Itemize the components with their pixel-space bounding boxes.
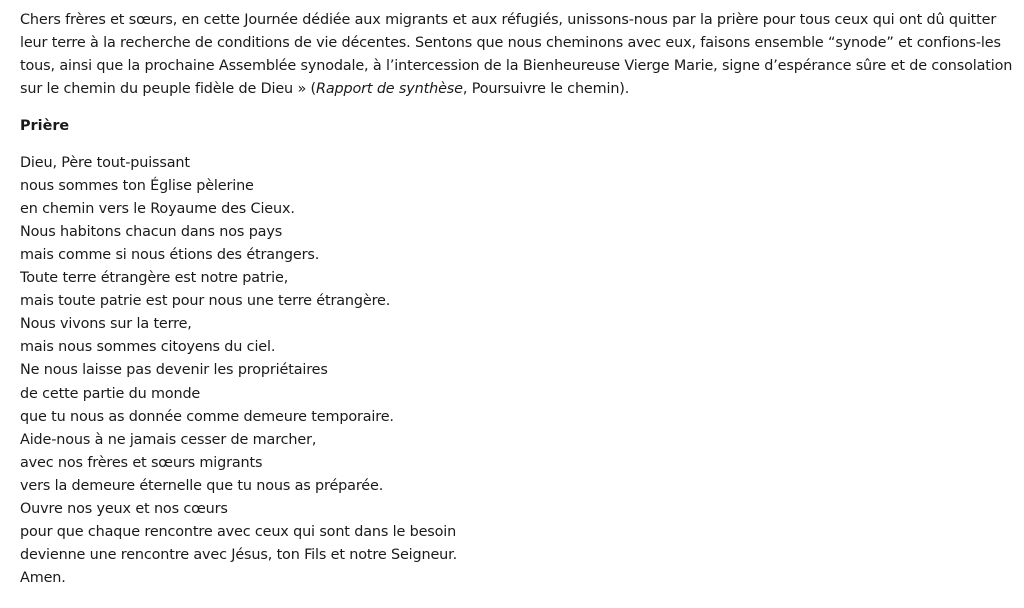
prayer-line: de cette partie du monde [20,385,201,402]
prayer-line: Ouvre nos yeux et nos cœurs [20,501,228,518]
prayer-line: Amen. [20,570,66,587]
prayer-line: avec nos frères et sœurs migrants [20,454,263,471]
prayer-line: pour que chaque rencontre avec ceux qui sont dans le besoin [20,524,457,541]
prayer-line: mais toute patrie est pour nous une terre étrangère. [20,293,391,310]
prayer-line: nous sommes ton Église pèlerine [20,177,254,194]
intro-italic-title: Rapport de synthèse [316,80,463,97]
prayer-line: que tu nous as donnée comme demeure temporaire. [20,408,394,425]
prayer-text [20,152,1016,591]
article-content [20,9,1016,590]
prayer-line: Nous vivons sur la terre, [20,316,192,333]
intro-paragraph [20,9,1016,101]
prayer-line: devienne une rencontre avec Jésus, ton Fils et notre Seigneur. [20,547,458,564]
intro-text: Chers frères et sœurs, en cette Journée dédiée aux migrants et aux réfugiés, unissons-nous par la prière pour tous ceux qui ont dû quitter leur terre à la recherche de conditions de vie décentes. Sentons que nous cheminons avec eux, faisons ensemble “synode” et confions-les tous, ainsi que la prochaine Assemblée synodale, à l’intercession de la Bienheureuse Vierge Marie, signe d’espérance sûre et de consolation sur le chemin du peuple fidèle de Dieu » ( [20,12,1013,97]
prayer-line: Nous habitons chacun dans nos pays [20,223,283,240]
prayer-heading: Prière [20,117,70,134]
prayer-line: vers la demeure éternelle que tu nous as préparée. [20,477,384,494]
prayer-line: Aide-nous à ne jamais cesser de marcher, [20,431,317,448]
prayer-line: Dieu, Père tout-puissant [20,154,190,171]
prayer-line: mais comme si nous étions des étrangers. [20,247,320,263]
prayer-line: Ne nous laisse pas devenir les propriétaires [20,362,328,379]
intro-text-end: , Poursuivre le chemin). [462,80,630,97]
prayer-line: mais nous sommes citoyens du ciel. [20,339,276,356]
prayer-line: en chemin vers le Royaume des Cieux. [20,200,295,217]
prayer-line: Toute terre étrangère est notre patrie, [20,270,289,287]
